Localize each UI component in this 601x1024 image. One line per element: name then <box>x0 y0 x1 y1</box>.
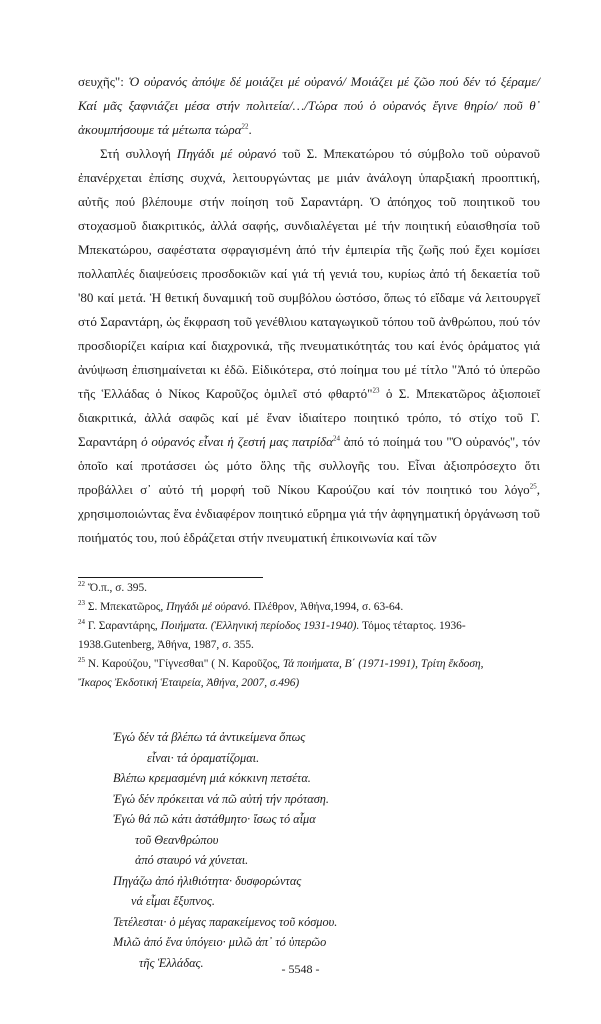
quote-lead: σευχῆς": <box>78 74 129 89</box>
paragraph-1: σευχῆς": Ὁ οὐρανός ἀπόψε δέ μοιάζει μέ οὐρανό/ Μοιάζει μέ ζῶο πού δέν τό ξέραμε/ Καί μᾶς ξαφνιάζει μέσα στήν πολιτεία/…/Τώρα πού ὁ οὐρανός ἔγινε θηρίο/ ποῦ θ᾽ ἀκουμπήσουμε τά μέτωπα τώρα$^{22}$. <box>78 74 540 137</box>
footnote-24-cont: 1938.Gutenberg, Ἀθήνα, 1987, σ. 355. <box>78 639 254 651</box>
book-title: Πηγάδι μέ οὐρανό <box>176 146 277 161</box>
footnote-ref-24: 24 <box>333 434 341 443</box>
poem-line: εἶναι· τά ὁραματίζομαι. <box>147 750 260 765</box>
footnote-24: $^{24}$ Γ. Σαραντάρης, Ποιήματα. (Ἑλληνική περίοδος 1931-1940). Τόμος τέταρτος. 1936- <box>78 618 466 632</box>
footnotes <box>78 579 548 693</box>
poem-line: Μιλῶ ἀπό ἕνα ὑπόγειο· μιλῶ ἀπ᾽ τό ὑπερῶο <box>113 935 327 949</box>
quoted-verse: Ὁ οὐρανός ἀπόψε δέ μοιάζει μέ οὐρανό/ Μοιάζει μέ ζῶο πού δέν τό ξέραμε/ Καί μᾶς ξαφνιάζει μέσα στήν πολιτεία/…/Τώρα πού ὁ οὐρανός ἔγινε θηρίο/ ποῦ θ᾽ ἀκουμπήσουμε τά μέτωπα τώρα <box>78 74 540 137</box>
footnote-23: $^{23}$ Σ. Μπεκατῶρος, Πηγάδι μέ οὐρανό. Πλέθρον, Ἀθήνα,1994, σ. 63-64. <box>78 599 404 613</box>
quoted-line: ὁ οὐρανός εἶναι ἡ ζεστή μας πατρίδα <box>141 434 334 449</box>
footnote-ref-22: 22 <box>241 122 249 131</box>
footnote-25-cont: Ἴκαρος Ἐκδοτική Ἑταιρεία, Ἀθήνα, 2007, σ.496) <box>78 677 300 689</box>
main-text <box>78 70 540 550</box>
footnote-ref-25: 25 <box>529 482 537 491</box>
poem-line: Πηγάζω ἀπό ἠλιθιότητα· δυσφορώντας <box>113 873 302 888</box>
poem-line: νά εἶμαι ἔξυπνος. <box>131 894 215 908</box>
poem-line: Ἐγώ δέν πρόκειται νά πῶ αὐτή τήν πρόταση. <box>113 791 329 806</box>
poem-line: Βλέπω κρεμασμένη μιά κόκκινη πετσέτα. <box>113 771 311 785</box>
poem-line: τῆς Ἑλλάδας. <box>139 955 204 970</box>
poem-line: τοῦ Θεανθρώπου <box>135 832 219 847</box>
poem-excerpt <box>113 727 533 973</box>
footnote-ref-23: 23 <box>372 386 380 395</box>
poem-line: Ἐγώ θά πῶ κάτι ἀστάθμητο· ἴσως τό αἷμα <box>113 812 316 826</box>
footnote-separator <box>78 577 263 578</box>
paragraph-2: Στή συλλογή Πηγάδι μέ οὐρανό τοῦ Σ. Μπεκατώρου τό σύμβολο τοῦ οὐρανοῦ ἐπανέρχεται ἐπίσης συχνά, λειτουργώντας με μιάν ἀνάλογη ὑπαρξιακή προοπτική, αὐτῆς πού βλέπουμε στήν ποίηση τοῦ Σαραντάρη. Ὁ ἀπόηχος τοῦ ποιητικοῦ του στοχασμοῦ διακριτικός, ἀλλά σαφής, συνδιαλέγεται μέ τήν ποιητική εὐαισθησία τοῦ Μπεκατώρου, σαφέστατα σφραγισμένη ἀπό τήν ἐμπειρία τῆς ζωῆς πού ἔχει κομίσει πολλαπλές διαψεύσεις προσδοκιῶν καί γιά τή γενιά του, κυρίως ἀπό τή δεκαετία τοῦ '80 καί μετά. Ἡ θετική δυναμική τοῦ συμβόλου ὡστόσο, ὅπως τό εἴδαμε νά λειτουργεῖ στό Σαραντάρη, ὡς ἔκφραση τοῦ γενέθλιου καταγωγικοῦ τόπου τοῦ ἀνθρώπου, πού τόν προσδιορίζει καίρια καί διαχρονικά, τῆς πνευματικότητάς του καί ἑνός ὁράματος γιά ἀνύψωση ἐπισημαίνεται κι ἐδῶ. Εἰδικότερα, στό ποίημα του μέ τίτλο "Ἀπό τό ὑπερῶο τῆς Ἑλλάδας ὁ Νίκος Καροῦζος ὁμιλεῖ στό φθαρτό"$^{23}$ ὁ Σ. Μπεκατῶρος ἀξιοποιεῖ διακριτικά, ἀλλά σαφῶς καί μέ ἕναν ἰδιαίτερο ποιητικό τρόπο, τό στίχο τοῦ Γ. Σαραντάρη ὁ οὐρανός εἶναι ἡ ζεστή μας πατρίδα$^{24}$ ἀπό τό ποίημά του "Ὁ οὐρανός", τόν ὁποῖο καί προτάσσει ὡς μότο ὅλης τῆς συλλογῆς του. Εἶναι ἀξιοπρόσεχτο ὅτι προβάλλει σ᾽ αὐτό τή μορφή τοῦ Νίκου Καρούζου καί τόν ποιητικό του λόγο$^{25}$, χρησιμοποιώντας ἕνα ἐνδιαφέρον ποιητικό εὕρημα γιά τήν ἀφηγηματική ὀργάνωση τοῦ ποιήματός του, πού ἑδράζεται στήν πνευματική ἐπικοινωνία καί τῶν <box>78 146 540 545</box>
poem-line: ἀπό σταυρό νά χύνεται. <box>135 853 249 867</box>
footnote-25: $^{25}$ Ν. Καρούζου, "Γίγνεσθαι" ( Ν. Καροῦζος, Τά ποιήματα, Β΄ (1971-1991), Τρίτη ἔκδοση, <box>78 656 484 670</box>
page-number: - 5548 - <box>281 962 320 976</box>
footnote-22: $^{22}$ Ὅ.π., σ. 395. <box>78 580 148 594</box>
poem-line: Τετέλεσται· ὁ μέγας παρακείμενος τοῦ κόσμου. <box>113 914 338 929</box>
poem-line: Ἐγώ δέν τά βλέπω τά ἀντικείμενα ὅπως <box>113 730 306 744</box>
